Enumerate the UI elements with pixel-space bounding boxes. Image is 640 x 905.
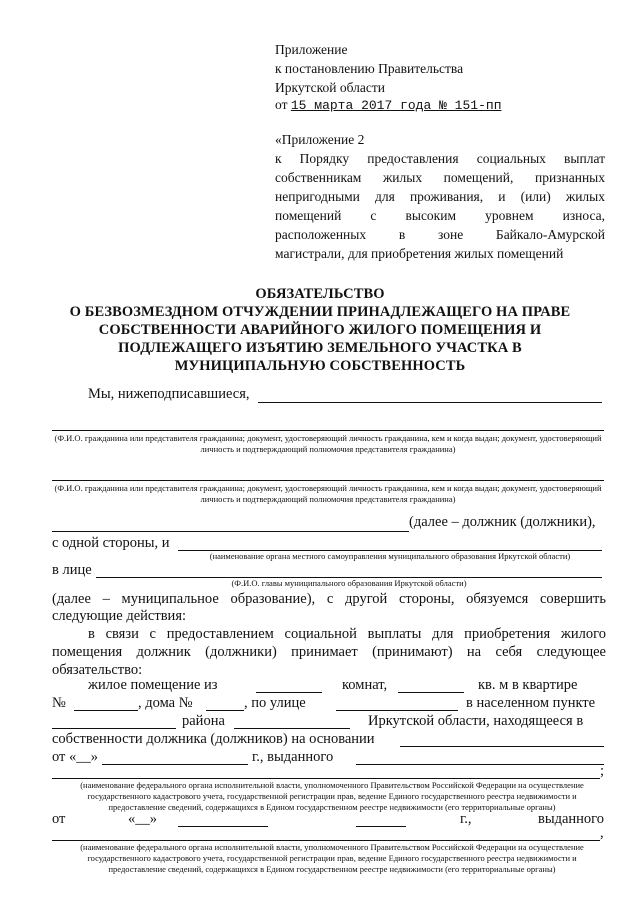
- r2-month-field[interactable]: [178, 826, 268, 827]
- debtor-field[interactable]: [52, 531, 409, 532]
- ownership-field[interactable]: [400, 746, 604, 747]
- one-side-label: с одной стороны, и: [52, 535, 170, 551]
- we-undersigned-label: Мы, нижеподписавшиеся,: [88, 386, 250, 402]
- citizen-field-1[interactable]: [52, 430, 604, 431]
- appendix-date-line: [275, 97, 502, 113]
- doc-title-3: СОБСТВЕННОСТИ АВАРИЙНОГО ЖИЛОГО ПОМЕЩЕНИЯ И: [98, 322, 542, 338]
- note-citizen-2: (Ф.И.О. гражданина или представителя гражданина; документ, удостоверяющий личность гражданина, кем и когда выдан; документ, удостоверяющий личность и подтверждающий полномочия представителя гражданина): [54, 483, 602, 504]
- fed-body-field-1[interactable]: [52, 778, 600, 779]
- street-field[interactable]: [336, 710, 458, 711]
- appendix-line-3: Иркутской области: [275, 80, 386, 95]
- comma-mark: ,: [600, 825, 604, 841]
- doc-title-4: ПОДЛЕЖАЩЕГО ИЗЪЯТИЮ ЗЕМЕЛЬНОГО УЧАСТКА В: [118, 340, 522, 356]
- paragraph-2-line-2: помещения должник (должники) принимает (принимают) на себя следующее: [52, 644, 606, 660]
- appendix2-line-4: непригодными для проживания, и (или) жилых: [275, 189, 605, 204]
- rooms-field[interactable]: [398, 692, 464, 693]
- appendix2-line-3: собственникам жилых помещений, признанных: [275, 170, 605, 185]
- district-label: района: [182, 713, 225, 729]
- note-org: (наименование органа местного самоуправления муниципального образования Иркутской области): [209, 551, 571, 561]
- doc-title-5: МУНИЦИПАЛЬНУЮ СОБСТВЕННОСТЬ: [174, 358, 466, 374]
- appendix2-line-6: расположенных в зоне Байкало-Амурской: [275, 227, 605, 242]
- living-label: жилое помещение из: [88, 677, 218, 693]
- from-date-field[interactable]: [102, 764, 248, 765]
- appendix-date-value: 15 марта 2017 года № 151-пп: [290, 98, 502, 113]
- appendix-from-prefix: от: [275, 97, 291, 112]
- rooms-label: комнат,: [342, 677, 388, 693]
- r2-from-label: от: [52, 811, 66, 827]
- region-label: Иркутской области, находящееся в: [368, 713, 584, 729]
- house-label: , дома №: [138, 695, 193, 711]
- apartment-no-label: №: [52, 695, 66, 711]
- undersigned-field[interactable]: [258, 402, 602, 403]
- street-label: , по улице: [244, 695, 306, 711]
- house-field[interactable]: [206, 710, 244, 711]
- r2-quote-label: «__»: [128, 811, 157, 827]
- citizen-field-2[interactable]: [52, 480, 604, 481]
- paragraph-1-line-1: (далее – муниципальное образование), с другой стороны, обязуемся совершить: [52, 591, 606, 607]
- r2-year-field[interactable]: [356, 826, 406, 827]
- debtor-label: (далее – должник (должники),: [409, 514, 596, 530]
- appendix2-line-7: магистрали, для приобретения жилых помещений: [275, 246, 564, 261]
- appendix-line-1: Приложение: [275, 42, 348, 57]
- appendix2-line-5: помещений с высоким уровнем износа,: [275, 208, 605, 223]
- district-field[interactable]: [234, 728, 350, 729]
- appendix2-line-1: «Приложение 2: [275, 132, 365, 147]
- note-fed-2: (наименование федерального органа исполнительной власти, уполномоченного Правительством Российской Федерации на осуществление государственного кадастрового учета, государственной регистрации прав, ведение Единого государственного реестра недвижимости и предоставление сведений, содержащихся в Едином государственном реестре недвижимости (его территориальные органы): [80, 842, 584, 874]
- appendix-line-2: к постановлению Правительства: [275, 61, 464, 76]
- apartment-field[interactable]: [74, 710, 138, 711]
- from-date-label: от «__»: [52, 749, 99, 765]
- sqm-label: кв. м в квартире: [478, 677, 578, 693]
- year-issued-label: г., выданного: [252, 749, 334, 765]
- settlement-field[interactable]: [52, 728, 176, 729]
- paragraph-1-line-2: следующие действия:: [52, 608, 187, 624]
- ownership-label: собственности должника (должников) на основании: [52, 731, 375, 747]
- note-fed-1: (наименование федерального органа исполнительной власти, уполномоченного Правительством Российской Федерации на осуществление государственного кадастрового учета, государственной регистрации прав, ведение Единого государственного реестра недвижимости и предоставление сведений, содержащихся в Едином государственном реестре недвижимости (его территориальные органы): [80, 780, 584, 812]
- doc-title-2: О БЕЗВОЗМЕЗДНОМ ОТЧУЖДЕНИИ ПРИНАДЛЕЖАЩЕГО НА ПРАВЕ: [69, 304, 571, 320]
- living-field[interactable]: [256, 692, 322, 693]
- semicolon-mark: ;: [600, 763, 605, 779]
- paragraph-2-line-1: в связи с предоставлением социальной выплаты для приобретения жилого: [88, 626, 606, 642]
- appendix2-line-2: к Порядку предоставления социальных выплат: [275, 151, 605, 166]
- note-citizen-1: (Ф.И.О. гражданина или представителя гражданина; документ, удостоверяющий личность гражданина, кем и когда выдан; документ, удостоверяющий личность и подтверждающий полномочия представителя гражданина): [54, 433, 602, 454]
- r2-issued-label: выданного: [538, 811, 605, 827]
- note-head: (Ф.И.О. главы муниципального образования Иркутской области): [231, 578, 467, 588]
- paragraph-2-line-3: обязательство:: [52, 662, 143, 678]
- r2-year-label: г.,: [460, 811, 472, 827]
- settlement-label: в населенном пункте: [466, 695, 596, 711]
- fed-body-field-2[interactable]: [52, 840, 600, 841]
- issued-field[interactable]: [356, 764, 604, 765]
- in-person-label: в лице: [52, 562, 92, 578]
- doc-title-1: ОБЯЗАТЕЛЬСТВО: [255, 286, 385, 302]
